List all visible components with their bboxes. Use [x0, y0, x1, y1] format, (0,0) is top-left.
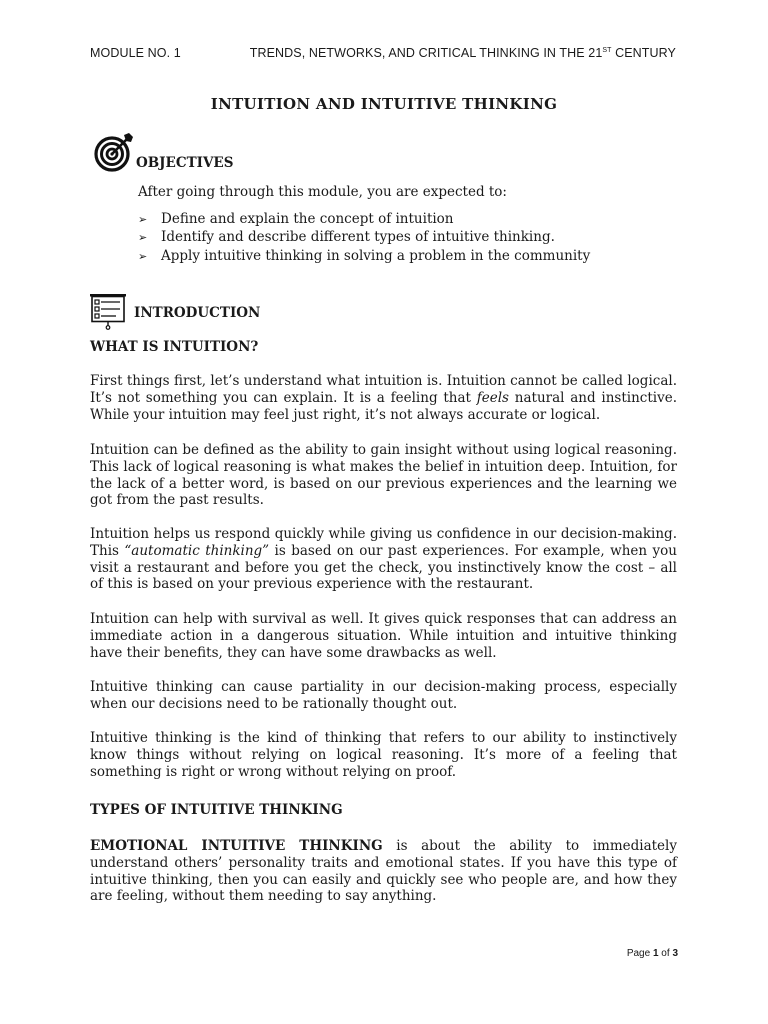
paragraph-6: Intuitive thinking is the kind of thinking that refers to our ability to instinctively know things without relying on logical reasoning. It’s more of a feeling that something is right or wrong without relying on proof. [90, 730, 677, 780]
paragraph-emotional-intuitive-thinking: EMOTIONAL INTUITIVE THINKING is about the ability to immediately understand others’ personality traits and emotional states. If you have this type of intuitive thinking, then you can easily and quickly see who people are, and how they are feeling, without them needing to say anything. [90, 838, 677, 905]
paragraph-3: Intuition helps us respond quickly while giving us confidence in our decision-making. This “automatic thinking” is based on our past experiences. For example, when you visit a restaurant and before you get the check, you instinctively know the cost – all of this is based on your previous experience with the restaurant. [90, 526, 677, 593]
arrow-bullet-icon: ➢ [138, 249, 148, 263]
objectives-list [138, 211, 590, 266]
list-item: ➢ Apply intuitive thinking in solving a problem in the community [138, 247, 591, 264]
section-heading-what-is-intuition: WHAT IS INTUITION? [90, 339, 259, 355]
paragraph-5: Intuitive thinking can cause partiality in our decision-making process, especially when our decisions need to be rationally thought out. [90, 679, 677, 712]
page-title: INTUITION AND INTUITIVE THINKING [210, 95, 558, 113]
page-number: Page 1 of 3 [626, 948, 678, 959]
objectives-heading: OBJECTIVES [136, 155, 234, 171]
header-course-title: TRENDS, NETWORKS, AND CRITICAL THINKING IN THE 21ST CENTURY [249, 46, 676, 60]
introduction-heading: INTRODUCTION [134, 305, 261, 321]
arrow-bullet-icon: ➢ [138, 231, 148, 245]
list-item: ➢ Identify and describe different types of intuitive thinking. [138, 229, 555, 246]
paragraph-2: Intuition can be defined as the ability to gain insight without using logical reasoning. This lack of logical reasoning is what makes the belief in intuition deep. Intuition, for the lack of a better word, is based on our previous experiences and the learning we got from the past results. [90, 442, 677, 509]
paragraph-4: Intuition can help with survival as well. It gives quick responses that can address an immediate action in a dangerous situation. While intuition and intuitive thinking have their benefits, they can have some drawbacks as well. [90, 611, 677, 661]
arrow-bullet-icon: ➢ [138, 213, 148, 226]
presentation-board-icon [88, 292, 128, 332]
objectives-intro: After going through this module, you are expected to: [138, 184, 507, 200]
header-module-number: MODULE NO. 1 [90, 46, 181, 60]
section-heading-types: TYPES OF INTUITIVE THINKING [90, 802, 343, 818]
paragraph-1: First things first, let’s understand what intuition is. Intuition cannot be called logical. It’s not something you can explain. It is a feeling that feels natural and instinctive. While your intuition may feel just right, it’s not always accurate or logical. [90, 373, 677, 423]
target-icon [93, 131, 135, 173]
list-item: ➢ Define and explain the concept of intuition [138, 211, 454, 227]
